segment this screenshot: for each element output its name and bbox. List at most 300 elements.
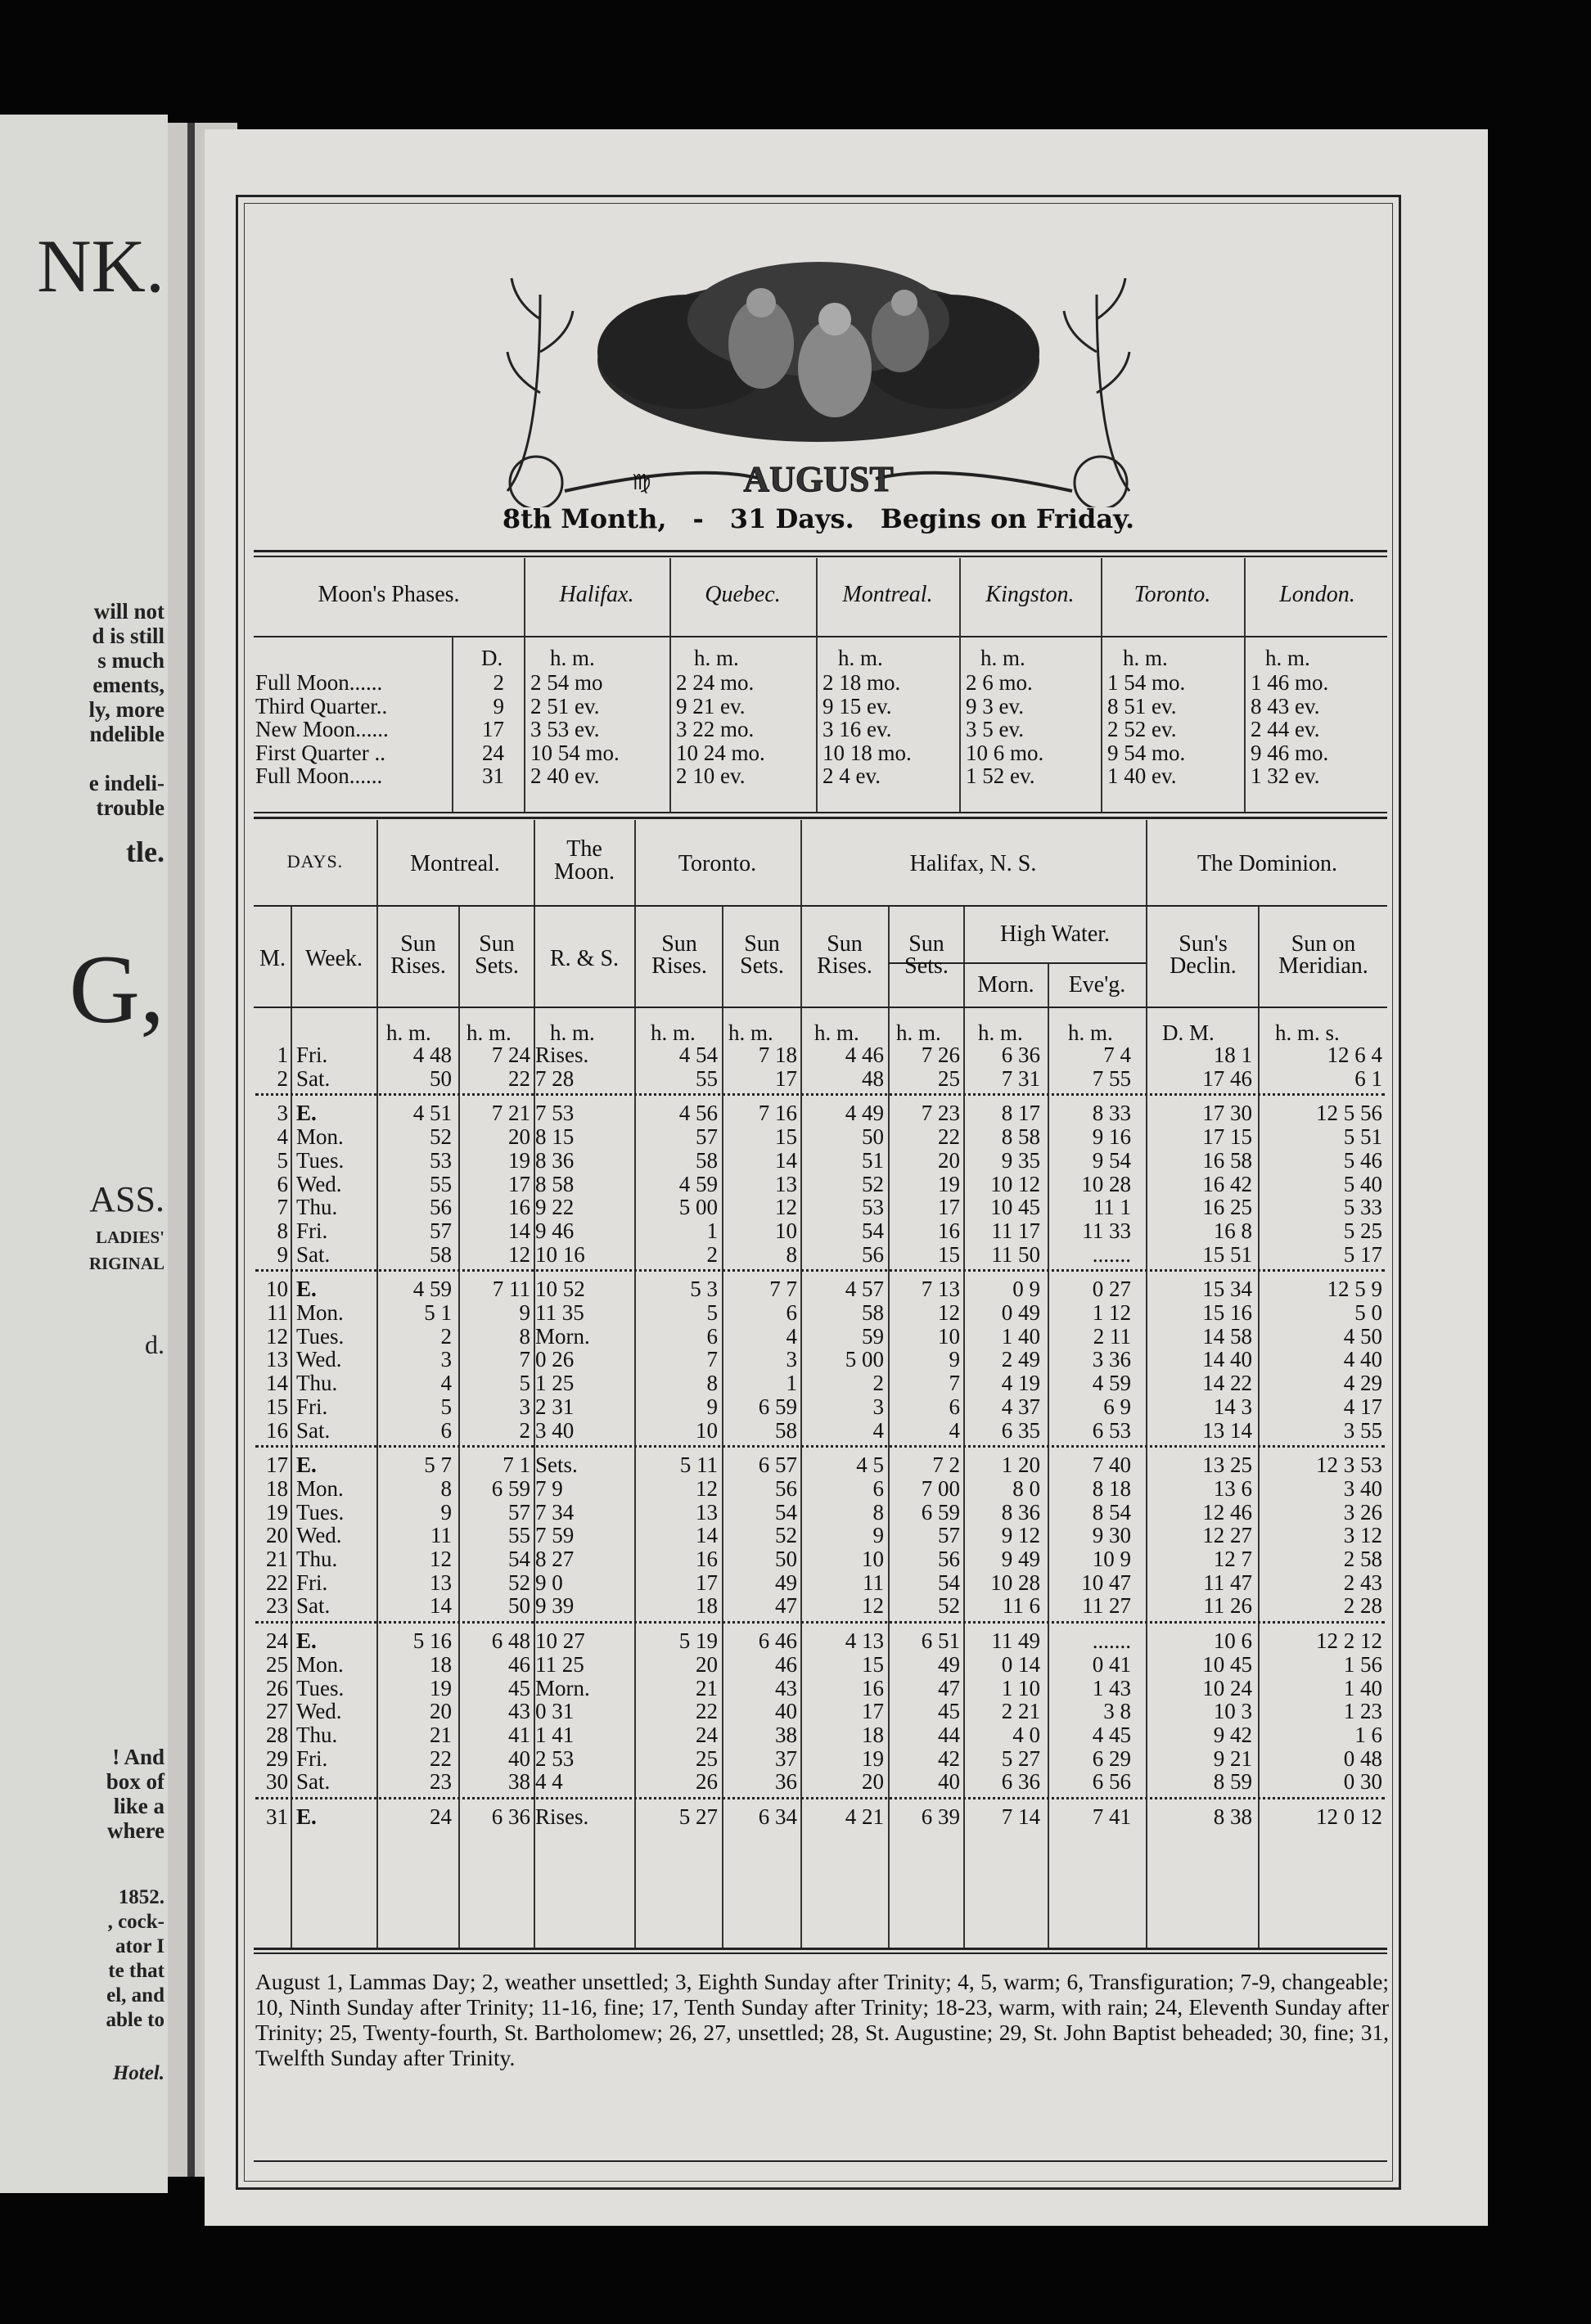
table-cell: 2 21 <box>1001 1699 1040 1724</box>
table-cell: 13 <box>266 1347 288 1372</box>
table-cell: 21 <box>266 1547 288 1571</box>
table-cell: 20 <box>862 1769 884 1795</box>
left-text-fragment: tle. <box>126 835 165 868</box>
table-cell: 7 34 <box>535 1499 575 1525</box>
table-cell: 1 25 <box>535 1371 575 1396</box>
table-cell: 8 54 <box>1092 1499 1131 1525</box>
table-cell: 27 <box>266 1699 288 1724</box>
table-cell: 9 54 <box>1092 1147 1131 1173</box>
phase-name: Full Moon...... <box>255 670 383 695</box>
table-cell: 5 11 <box>679 1452 718 1478</box>
table-cell: 0 48 <box>1343 1745 1382 1771</box>
table-cell: 1 56 <box>1343 1651 1382 1677</box>
hm-head: h. m. <box>1123 646 1168 670</box>
table-cell: 7 1 <box>503 1452 530 1478</box>
table-cell: 18 <box>266 1475 288 1501</box>
table-cell: 38 <box>508 1769 530 1795</box>
phase-time: 9 21 ev. <box>676 693 746 718</box>
table-cell: 38 <box>775 1722 797 1747</box>
table-cell: 4 59 <box>1092 1371 1131 1396</box>
table-cell: 4 50 <box>1343 1323 1382 1349</box>
table-cell: 0 30 <box>1343 1769 1382 1795</box>
table-cell: 10 <box>938 1323 960 1349</box>
table-cell: 14 58 <box>1202 1323 1252 1349</box>
left-page-fragment <box>0 115 168 2193</box>
table-cell: 58 <box>430 1241 452 1267</box>
table-cell: 1 43 <box>1092 1675 1131 1700</box>
table-cell: 10 45 <box>990 1195 1040 1220</box>
table-cell: 4 59 <box>678 1171 718 1196</box>
table-cell: 3 55 <box>1343 1417 1382 1443</box>
table-cell: 57 <box>508 1499 530 1525</box>
table-cell: 5 51 <box>1343 1124 1382 1150</box>
left-text-fragment: d is still <box>92 624 165 648</box>
table-cell: 53 <box>430 1147 452 1173</box>
table-cell: 6 1 <box>1354 1065 1382 1091</box>
left-text-fragment: ASS. <box>89 1179 165 1219</box>
table-cell: E. <box>296 1452 317 1478</box>
left-text-fragment: ndelible <box>89 722 165 746</box>
table-cell: 9 46 <box>535 1218 575 1243</box>
table-cell: 0 14 <box>1001 1651 1040 1677</box>
table-cell: 49 <box>938 1651 960 1677</box>
table-cell: 4 29 <box>1343 1371 1382 1396</box>
table-cell: 51 <box>862 1147 884 1173</box>
table-cell: 5 19 <box>678 1628 718 1654</box>
table-cell: 12 6 4 <box>1327 1043 1382 1067</box>
left-heading-fragment: NK. <box>37 224 165 308</box>
table-cell: Fri. <box>296 1570 328 1595</box>
table-cell: 50 <box>508 1593 530 1619</box>
table-cell: 6 46 <box>758 1628 797 1654</box>
table-cell: 14 <box>430 1593 452 1619</box>
table-cell: 52 <box>775 1523 797 1548</box>
table-cell: 7 28 <box>535 1065 575 1091</box>
table-cell: 18 1 <box>1213 1043 1252 1067</box>
table-cell: 10 <box>266 1277 288 1302</box>
table-cell: Wed. <box>296 1523 342 1548</box>
eveg-header: Eve'g. <box>1068 972 1126 998</box>
table-cell: Sets. <box>535 1452 578 1478</box>
table-cell: 2 11 <box>1093 1323 1131 1349</box>
table-cell: 24 <box>696 1722 718 1747</box>
month-days: 31 Days. <box>729 503 854 534</box>
table-cell: 5 46 <box>1343 1147 1382 1173</box>
table-cell: 25 <box>266 1651 288 1677</box>
left-text-fragment: d. <box>145 1330 165 1359</box>
m-header: M. <box>259 946 286 971</box>
table-cell: E. <box>296 1628 317 1654</box>
table-cell: 14 22 <box>1202 1371 1252 1396</box>
hm-head: h. m. <box>1265 646 1310 670</box>
left-heading-fragment: G, <box>69 935 165 1043</box>
table-cell: 1 <box>277 1043 288 1067</box>
table-cell: 2 28 <box>1343 1593 1382 1619</box>
table-cell: 4 <box>277 1124 288 1150</box>
table-cell: 18 <box>430 1651 452 1677</box>
binding-cord <box>187 123 195 2177</box>
table-cell: 8 36 <box>1001 1499 1040 1525</box>
table-cell: 11 <box>430 1523 452 1548</box>
phase-time: 10 18 mo. <box>823 740 912 765</box>
table-cell: 9 35 <box>1001 1147 1040 1173</box>
table-cell: 7 31 <box>1001 1065 1040 1091</box>
table-cell: 11 33 <box>1082 1218 1131 1243</box>
table-cell: 2 <box>277 1065 288 1091</box>
toronto-group-header: Toronto. <box>678 851 757 876</box>
table-cell: 52 <box>938 1593 960 1619</box>
table-cell: 15 <box>938 1241 960 1267</box>
hm-head: h. m. <box>550 646 595 670</box>
table-cell: 8 36 <box>535 1147 575 1173</box>
table-cell: 8 33 <box>1092 1101 1131 1126</box>
phase-time: 2 4 ev. <box>823 763 881 788</box>
table-cell: 6 <box>786 1300 797 1325</box>
table-cell: Thu. <box>296 1547 338 1571</box>
table-cell: 8 15 <box>535 1124 575 1150</box>
table-cell: 40 <box>938 1769 960 1795</box>
table-cell: 6 51 <box>921 1628 960 1654</box>
table-cell: 45 <box>508 1675 530 1700</box>
kingston-header: Kingston. <box>985 582 1075 607</box>
table-cell: 8 <box>706 1371 718 1396</box>
table-cell: 6 35 <box>1001 1417 1040 1443</box>
table-cell: ....... <box>1092 1241 1131 1267</box>
table-cell: 0 27 <box>1092 1277 1131 1302</box>
table-cell: Mon. <box>296 1475 344 1501</box>
table-cell: 3 <box>786 1347 797 1372</box>
declination-header: Sun's Declin. <box>1170 931 1237 979</box>
rule <box>254 905 1387 907</box>
table-cell: 3 <box>519 1394 530 1419</box>
table-cell: Fri. <box>296 1043 328 1067</box>
table-cell: 47 <box>938 1675 960 1700</box>
left-text-fragment: like a <box>113 1794 165 1818</box>
table-cell: 7 55 <box>1092 1065 1131 1091</box>
table-cell: 5 16 <box>412 1628 452 1654</box>
table-cell: 4 <box>786 1323 797 1349</box>
week-header: Week. <box>304 946 363 971</box>
table-cell: 10 47 <box>1081 1570 1131 1595</box>
table-cell: 4 45 <box>1092 1722 1131 1747</box>
table-cell: 10 <box>696 1417 718 1443</box>
table-cell: 2 43 <box>1343 1570 1382 1595</box>
phase-time: 10 24 mo. <box>676 740 765 765</box>
table-cell: Sat. <box>296 1241 331 1267</box>
phase-time: 2 24 mo. <box>676 670 755 695</box>
phase-time: 10 6 mo. <box>966 740 1044 765</box>
table-cell: 17 30 <box>1202 1101 1252 1126</box>
table-cell: 43 <box>775 1675 797 1700</box>
table-cell: 5 00 <box>678 1195 718 1220</box>
phase-day: 9 <box>493 693 504 718</box>
table-cell: 9 <box>519 1300 530 1325</box>
table-cell: 10 45 <box>1202 1651 1252 1677</box>
table-cell: E. <box>296 1804 317 1829</box>
left-text-fragment: where <box>107 1818 165 1843</box>
virgo-sign-icon: ♍ <box>632 471 651 495</box>
left-text-fragment: e indeli- <box>88 771 165 795</box>
table-cell: 7 14 <box>1001 1804 1040 1829</box>
table-cell: Rises. <box>535 1804 589 1829</box>
table-cell: 5 17 <box>1343 1241 1382 1267</box>
table-cell: 2 <box>706 1241 718 1267</box>
table-cell: 46 <box>508 1651 530 1677</box>
table-cell: 50 <box>430 1065 452 1091</box>
dm-head: D. M. <box>1162 1020 1215 1045</box>
table-cell: 11 49 <box>991 1628 1040 1654</box>
table-cell: 7 23 <box>921 1101 960 1126</box>
rule <box>254 2160 1387 2162</box>
table-cell: 6 53 <box>1092 1417 1131 1443</box>
table-cell: 10 27 <box>535 1628 585 1654</box>
hm-head: h. m. <box>980 646 1025 670</box>
table-cell: 1 12 <box>1092 1300 1131 1325</box>
table-cell: 22 <box>266 1570 288 1595</box>
table-cell: 4 0 <box>1012 1722 1040 1747</box>
table-cell: 15 51 <box>1202 1241 1252 1267</box>
table-cell: 8 <box>872 1499 884 1525</box>
table-cell: 4 40 <box>1343 1347 1382 1372</box>
table-cell: 30 <box>266 1769 288 1795</box>
table-cell: 5 27 <box>678 1804 718 1829</box>
table-cell: 5 40 <box>1343 1171 1382 1196</box>
table-cell: 12 <box>696 1475 718 1501</box>
table-cell: 1 <box>786 1371 797 1396</box>
table-cell: Sat. <box>296 1065 331 1091</box>
table-cell: 7 59 <box>535 1523 575 1548</box>
table-cell: 24 <box>266 1628 288 1654</box>
table-cell: 0 31 <box>535 1699 575 1724</box>
table-cell: 2 49 <box>1001 1347 1040 1372</box>
column-rule <box>452 637 453 812</box>
table-cell: 10 16 <box>535 1241 585 1267</box>
phases-header: Moon's Phases. <box>318 582 460 607</box>
table-cell: 4 <box>440 1371 452 1396</box>
days-header: DAYS. <box>286 851 344 872</box>
sun-sets-header: Sun Sets. <box>475 931 519 979</box>
table-cell: 56 <box>430 1195 452 1220</box>
table-cell: 11 1 <box>1093 1195 1131 1220</box>
table-cell: 18 <box>696 1593 718 1619</box>
table-cell: 9 49 <box>1001 1547 1040 1571</box>
table-cell: 4 17 <box>1343 1394 1382 1419</box>
morn-header: Morn. <box>977 972 1034 998</box>
table-cell: 7 13 <box>921 1277 960 1302</box>
hm-head: h. m. <box>814 1020 859 1045</box>
quebec-header: Quebec. <box>705 582 781 607</box>
table-cell: 7 40 <box>1092 1452 1131 1478</box>
table-cell: 12 0 12 <box>1316 1804 1382 1829</box>
table-cell: 0 49 <box>1001 1300 1040 1325</box>
table-cell: 10 24 <box>1202 1675 1252 1700</box>
table-cell: 3 26 <box>1343 1499 1382 1525</box>
table-cell: 13 <box>775 1171 797 1196</box>
table-cell: 6 <box>872 1475 884 1501</box>
table-cell: Wed. <box>296 1171 342 1196</box>
table-cell: 17 <box>266 1452 288 1478</box>
table-cell: 10 6 <box>1213 1628 1252 1654</box>
table-cell: 44 <box>938 1722 960 1747</box>
table-cell: 47 <box>775 1593 797 1619</box>
week-separator <box>255 1445 1385 1448</box>
hm-head: h. m. <box>978 1020 1023 1045</box>
week-separator <box>255 1797 1385 1799</box>
table-cell: 5 7 <box>424 1452 452 1478</box>
halifax-header: Halifax. <box>559 582 634 607</box>
table-cell: 6 59 <box>758 1394 797 1419</box>
table-cell: 5 <box>706 1300 718 1325</box>
table-cell: 10 52 <box>535 1277 585 1302</box>
phase-time: 2 51 ev. <box>530 693 600 718</box>
table-cell: 6 56 <box>1092 1769 1131 1795</box>
table-cell: 22 <box>508 1065 530 1091</box>
table-cell: Sat. <box>296 1769 331 1795</box>
table-cell: 15 <box>775 1124 797 1150</box>
sun-sets-header: Sun Sets. <box>904 931 949 979</box>
month-summary-line <box>246 503 1391 534</box>
rule <box>254 636 1387 637</box>
table-cell: 8 <box>277 1218 288 1243</box>
table-cell: 40 <box>775 1699 797 1724</box>
table-cell: 24 <box>430 1804 452 1829</box>
table-cell: 7 26 <box>921 1043 960 1067</box>
table-cell: 8 18 <box>1092 1475 1131 1501</box>
rule <box>254 556 1387 557</box>
table-cell: 2 53 <box>535 1745 575 1771</box>
table-cell: 16 <box>862 1675 884 1700</box>
table-cell: 9 39 <box>535 1593 575 1619</box>
table-cell: 40 <box>508 1745 530 1771</box>
montreal-header: Montreal. <box>842 582 933 607</box>
table-cell: 4 4 <box>535 1769 563 1795</box>
table-cell: 56 <box>938 1547 960 1571</box>
table-cell: 7 53 <box>535 1101 575 1126</box>
phase-time: 10 54 mo. <box>530 740 620 765</box>
table-cell: Thu. <box>296 1195 338 1220</box>
table-cell: 6 39 <box>921 1804 960 1829</box>
table-cell: 4 <box>949 1417 960 1443</box>
table-cell: Wed. <box>296 1347 342 1372</box>
hms-head: h. m. s. <box>1275 1020 1340 1045</box>
table-cell: 8 58 <box>1001 1124 1040 1150</box>
table-cell: 5 33 <box>1343 1195 1382 1220</box>
table-cell: 3 <box>872 1394 884 1419</box>
table-cell: 6 59 <box>921 1499 960 1525</box>
london-header: London. <box>1279 582 1355 607</box>
rule <box>254 550 1387 552</box>
table-cell: 20 <box>430 1699 452 1724</box>
table-cell: Mon. <box>296 1124 344 1150</box>
table-cell: 7 <box>277 1195 288 1220</box>
table-cell: 7 21 <box>491 1101 530 1126</box>
phase-time: 2 10 ev. <box>676 763 746 788</box>
table-cell: 5 00 <box>845 1347 884 1372</box>
table-cell: ....... <box>1092 1628 1131 1654</box>
table-cell: 7 <box>949 1371 960 1396</box>
phase-day: 2 <box>493 670 504 695</box>
table-cell: 43 <box>508 1699 530 1724</box>
table-cell: Mon. <box>296 1300 344 1325</box>
phase-name: New Moon...... <box>255 717 389 741</box>
phase-time: 3 53 ev. <box>530 717 600 741</box>
table-cell: 14 <box>696 1523 718 1548</box>
dominion-group-header: The Dominion. <box>1197 851 1338 876</box>
table-cell: 17 <box>696 1570 718 1595</box>
weather-notes: August 1, Lammas Day; 2, weather unsettled; 3, Eighth Sunday after Trinity; 4, 5, warm; 6, Transfiguration; 7-9, changeable; 10, Ninth Sunday after Trinity; 11-16, fine; 17, Tenth Sunday after Trinity; 18-23, warm, with rain; 24, Eleventh Sunday after Trinity; 25, Twenty-fourth, St. Bartholomew; 26, 27, unsettled; 28, St. Augustine; 29, St. John Baptist beheaded; 30, fine; 31, Twelfth Sunday after Trinity. <box>255 1970 1389 2070</box>
phase-time: 1 32 ev. <box>1251 763 1320 788</box>
table-cell: 20 <box>508 1124 530 1150</box>
table-cell: 1 40 <box>1001 1323 1040 1349</box>
rule <box>254 812 1387 813</box>
month-dash: - <box>692 503 704 534</box>
table-cell: 6 36 <box>1001 1043 1040 1067</box>
table-cell: 1 <box>706 1218 718 1243</box>
table-cell: 42 <box>938 1745 960 1771</box>
table-cell: 12 <box>862 1593 884 1619</box>
halifax-group-header: Halifax, N. S. <box>909 851 1037 876</box>
phase-time: 1 46 mo. <box>1251 670 1329 695</box>
table-cell: Tues. <box>296 1323 345 1349</box>
table-cell: 55 <box>696 1065 718 1091</box>
table-cell: 5 <box>277 1147 288 1173</box>
left-text-fragment: RIGINAL <box>88 1254 165 1273</box>
day-column-head: D. <box>481 646 503 670</box>
table-cell: 52 <box>508 1570 530 1595</box>
table-cell: 12 7 <box>1213 1547 1252 1571</box>
hm-head: h. m. <box>838 646 883 670</box>
table-cell: 1 40 <box>1343 1675 1382 1700</box>
left-text-fragment: 1852. <box>118 1886 165 1908</box>
table-cell: 0 41 <box>1092 1651 1131 1677</box>
table-cell: 5 1 <box>424 1300 452 1325</box>
table-cell: 6 36 <box>1001 1769 1040 1795</box>
table-cell: 9 <box>949 1347 960 1372</box>
rs-header: R. & S. <box>549 946 620 971</box>
table-cell: 58 <box>775 1417 797 1443</box>
table-cell: 2 <box>440 1323 452 1349</box>
table-cell: 20 <box>938 1147 960 1173</box>
phase-name: Third Quarter.. <box>255 693 388 718</box>
table-cell: 14 <box>266 1371 288 1396</box>
table-cell: 31 <box>266 1804 288 1829</box>
table-cell: 11 17 <box>991 1218 1040 1243</box>
table-cell: 13 14 <box>1202 1417 1252 1443</box>
table-cell: 19 <box>430 1675 452 1700</box>
table-cell: 14 <box>775 1147 797 1173</box>
hm-head: h. m. <box>651 1020 696 1045</box>
table-cell: 4 19 <box>1001 1371 1040 1396</box>
sun-sets-header: Sun Sets. <box>740 931 784 979</box>
table-cell: Fri. <box>296 1745 328 1771</box>
table-cell: 36 <box>775 1769 797 1795</box>
table-cell: 15 34 <box>1202 1277 1252 1302</box>
table-cell: 16 <box>266 1417 288 1443</box>
right-lily <box>1064 278 1129 507</box>
table-cell: 23 <box>266 1593 288 1619</box>
meridian-header: Sun on Meridian. <box>1278 931 1368 979</box>
table-cell: 6 29 <box>1092 1745 1131 1771</box>
table-cell: 53 <box>862 1195 884 1220</box>
left-text-fragment: Hotel. <box>112 2062 165 2084</box>
table-cell: 26 <box>266 1675 288 1700</box>
table-cell: 12 <box>938 1300 960 1325</box>
table-cell: 3 40 <box>1343 1475 1382 1501</box>
table-cell: 56 <box>862 1241 884 1267</box>
phase-time: 3 16 ev. <box>823 717 892 741</box>
table-cell: 1 6 <box>1354 1722 1382 1747</box>
table-cell: 4 13 <box>845 1628 884 1654</box>
